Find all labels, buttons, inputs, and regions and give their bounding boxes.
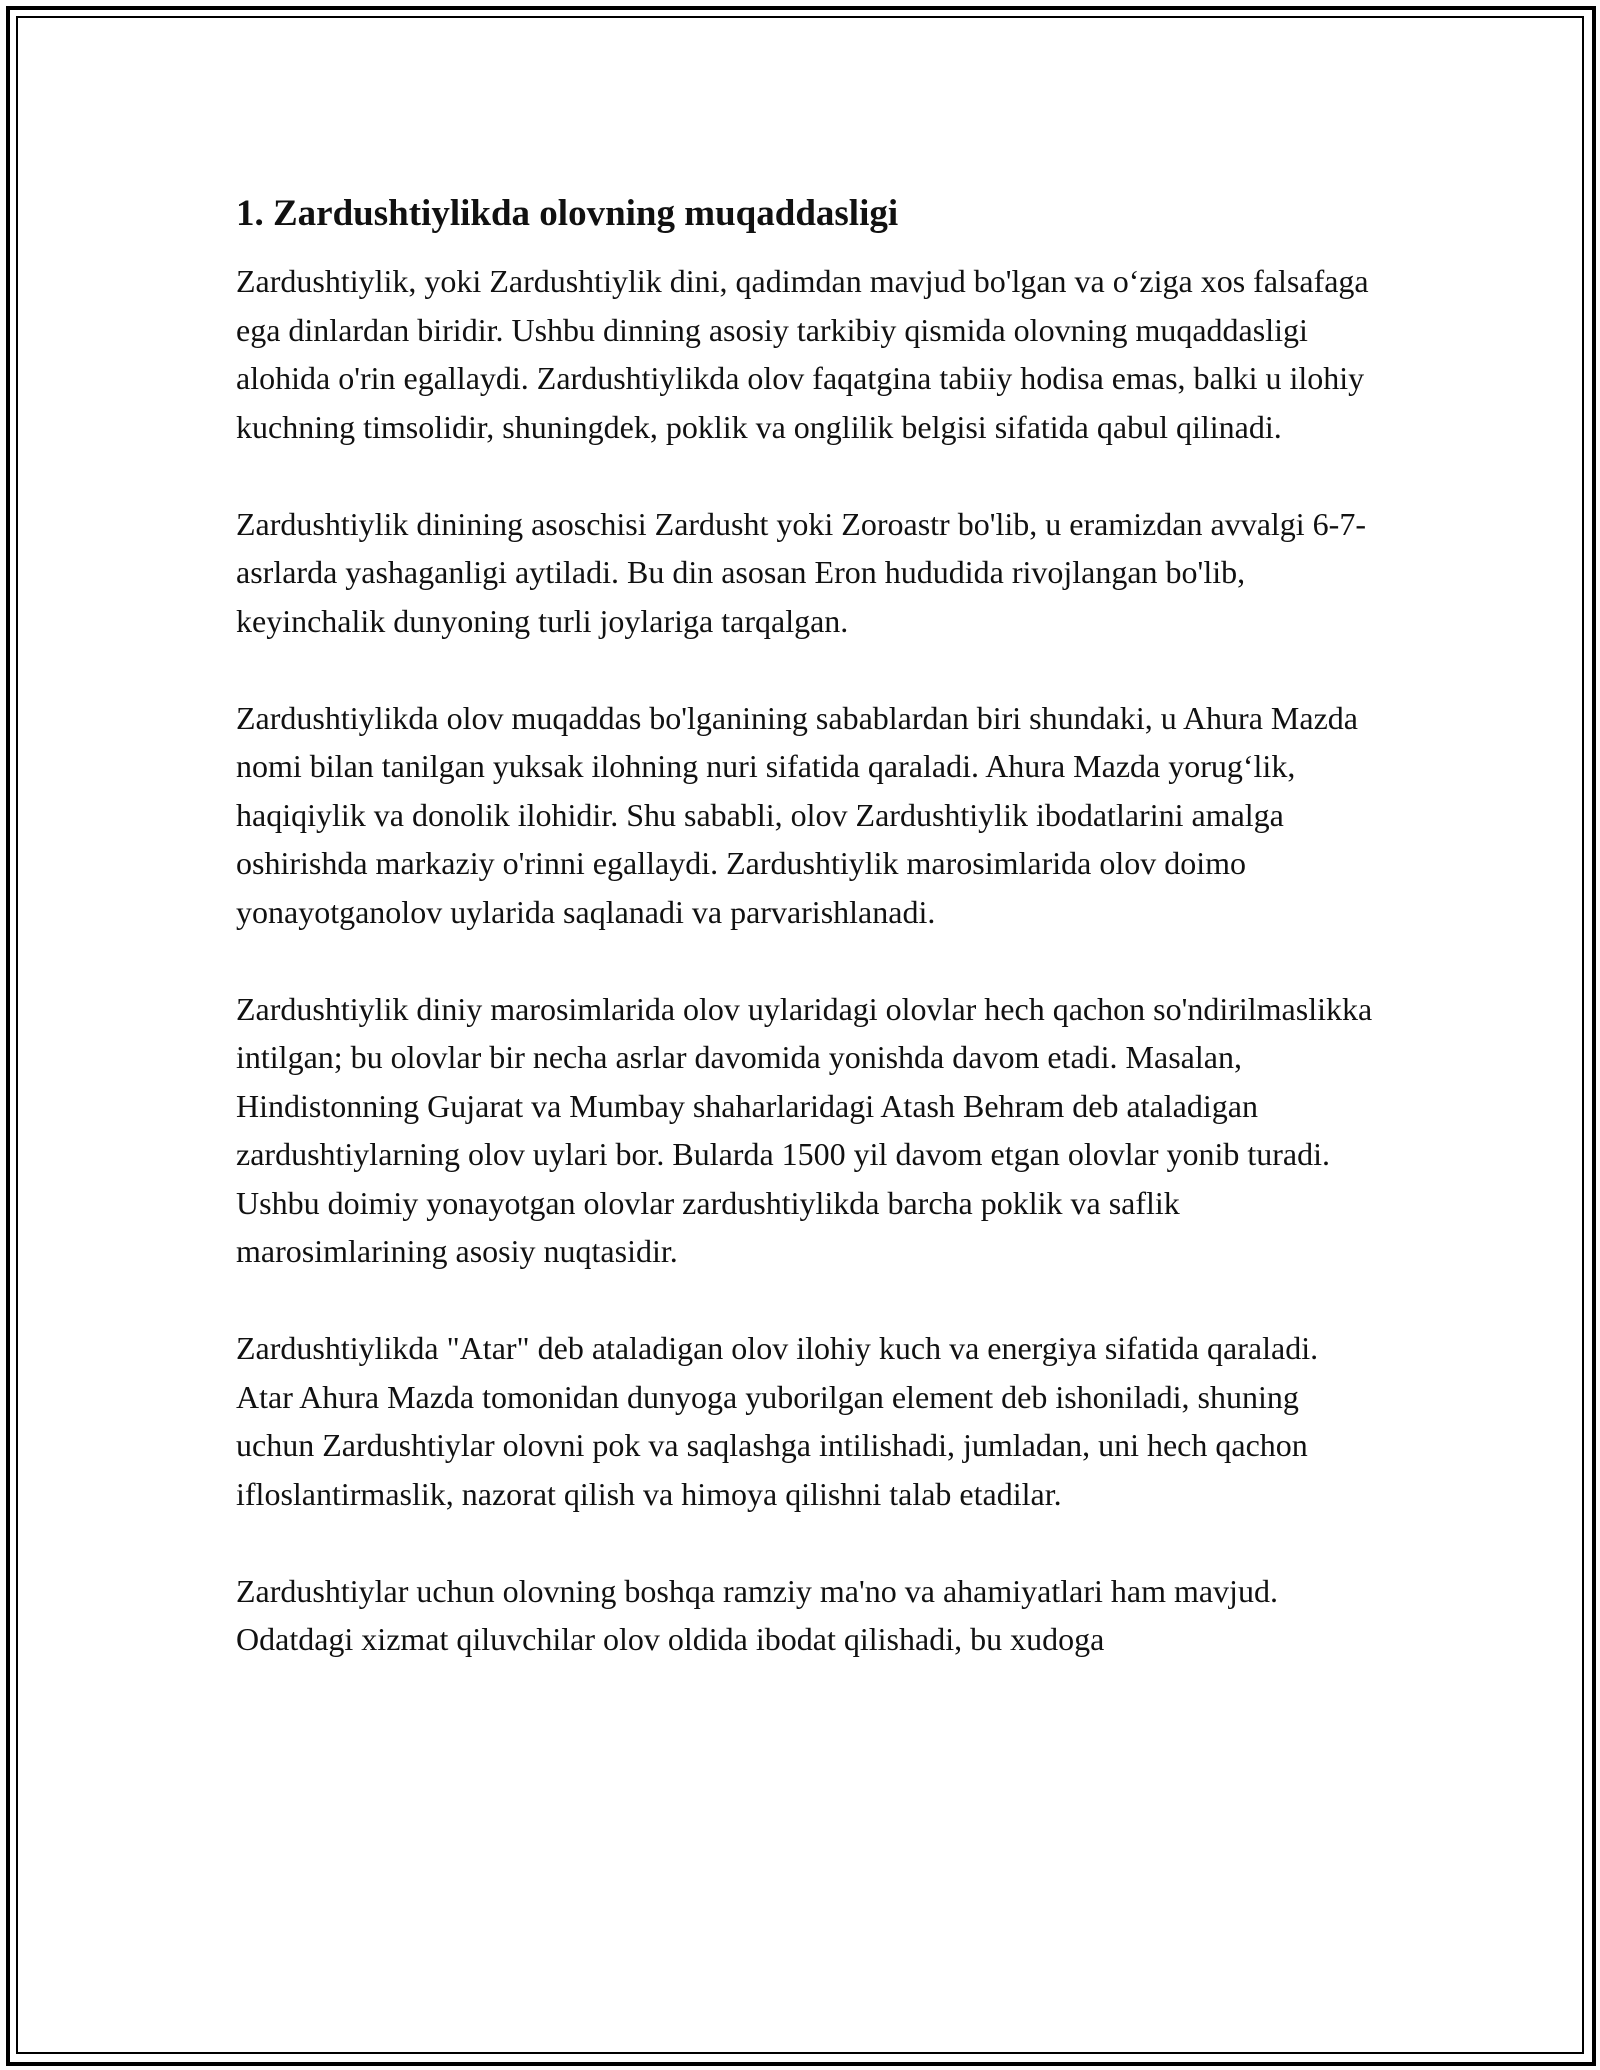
section-heading: 1. Zardushtiylikda olovning muqaddasligi bbox=[236, 193, 899, 234]
paragraph-1: Zardushtiylik, yoki Zardushtiylik dini, qadimdan mavjud bo'lgan va o‘ziga xos falsafaga ega dinlardan biridir. Ushbu dinning asosiy tarkibiy qismida olovning muqaddasligi alohida o'rin egallaydi. Zardushtiylikda olov faqatgina tabiiy hodisa emas, balki u ilohiy kuchning timsolidir, shuningdek, poklik va onglilik belgisi sifatida qabul qilinadi. bbox=[236, 263, 1369, 445]
paragraph-6: Zardushtiylar uchun olovning boshqa ramziy ma'no va ahamiyatlari ham mavjud. Odatdagi xizmat qiluvchilar olov oldida ibodat qilishadi, bu xudoga bbox=[236, 1572, 1278, 1657]
paragraph-3: Zardushtiylikda olov muqaddas bo'lganining sabablardan biri shundaki, u Ahura Mazda nomi bilan tanilgan yuksak ilohning nuri sifatida qaraladi. Ahura Mazda yorug‘lik, haqiqiylik va donolik ilohidir. Shu sababli, olov Zardushtiylik ibodatlarini amalga oshirishda markaziy o'rinni egallaydi. Zardushtiylik marosimlarida olov doimo yonayotganolov uylarida saqlanadi va parvarishlanadi. bbox=[236, 699, 1358, 930]
paragraph-2: Zardushtiylik dinining asoschisi Zardusht yoki Zoroastr bo'lib, u eramizdan avvalgi 6-7-asrlarda yashaganligi aytiladi. Bu din asosan Eron hududida rivojlangan bo'lib, keyinchalik dunyoning turli joylariga tarqalgan. bbox=[236, 505, 1366, 639]
document-body bbox=[236, 190, 1381, 1712]
paragraph-5: Zardushtiylikda "Atar" deb ataladigan olov ilohiy kuch va energiya sifatida qaraladi. Atar Ahura Mazda tomonidan dunyoga yuborilgan element deb ishoniladi, shuning uchun Zardushtiylar olovni pok va saqlashga intilishadi, jumladan, uni hech qachon ifloslantirmaslik, nazorat qilish va himoya qilishni talab etadilar. bbox=[236, 1330, 1319, 1512]
paragraph-4: Zardushtiylik diniy marosimlarida olov uylaridagi olovlar hech qachon so'ndirilmaslikka intilgan; bu olovlar bir necha asrlar davomida yonishda davom etadi. Masalan, Hindistonning Gujarat va Mumbay shaharlaridagi Atash Behram deb ataladigan zardushtiylarning olov uylari bor. Bularda 1500 yil davom etgan olovlar yonib turadi. Ushbu doimiy yonayotgan olovlar zardushtiylikda barcha poklik va saflik marosimlarining asosiy nuqtasidir. bbox=[236, 990, 1373, 1269]
